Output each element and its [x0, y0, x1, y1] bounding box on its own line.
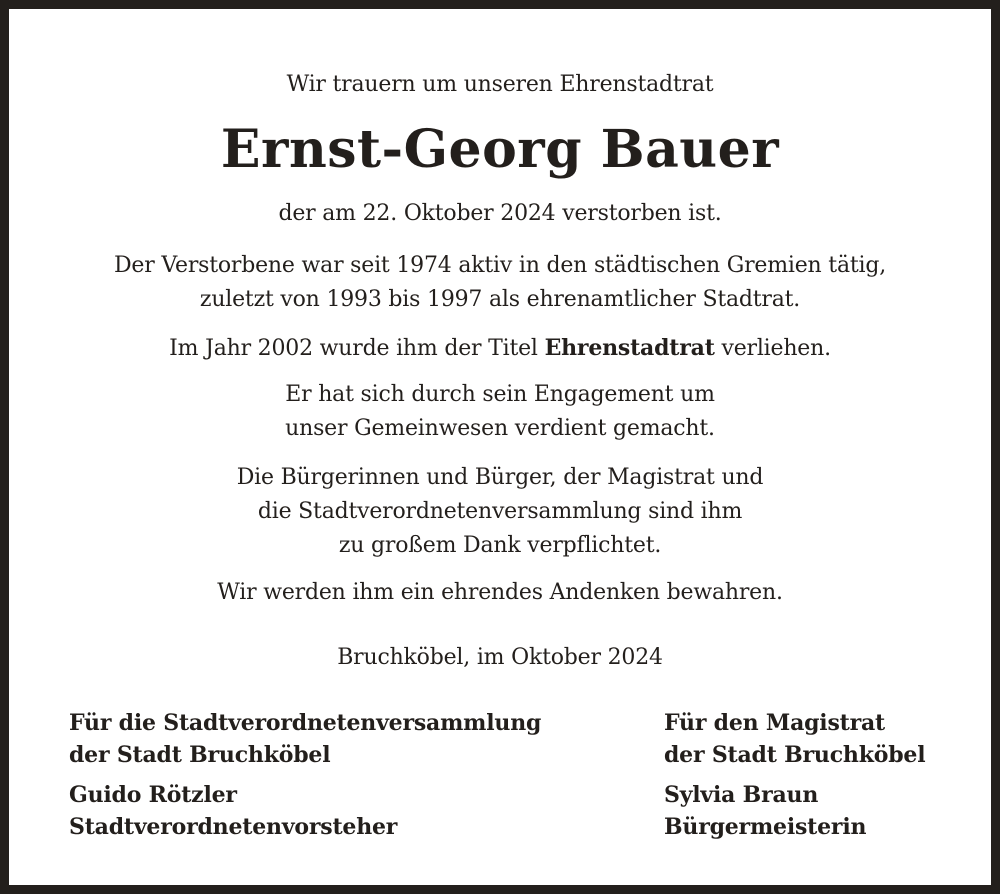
title-paragraph — [0, 331, 1000, 366]
place-date-text: Bruchköbel, im Oktober 2024 — [337, 645, 663, 670]
service-line-1: Der Verstorbene war seit 1974 aktiv in den städtischen Gremien tätig, — [113, 253, 887, 278]
intro-line — [0, 68, 1000, 102]
thanks-paragraph — [0, 461, 1000, 563]
signature-right-spacer — [664, 771, 925, 779]
signature-right-org-1: Für den Magistrat — [664, 710, 886, 736]
service-line-2: zuletzt von 1993 bis 1997 als ehrenamtlicher Stadtrat. — [199, 287, 801, 312]
engagement-paragraph — [0, 378, 1000, 446]
title-suffix: verliehen. — [714, 336, 831, 361]
engagement-line-2: unser Gemeinwesen verdient gemacht. — [285, 416, 715, 441]
signature-left-role: Stadtverordnetenvorsteher — [69, 814, 398, 840]
remembrance-text: Wir werden ihm ein ehrendes Andenken bewahren. — [217, 580, 783, 605]
title-sentence — [0, 331, 1000, 366]
signature-left-person: Guido Rötzler — [69, 782, 237, 808]
signature-right-person: Sylvia Braun — [664, 782, 819, 808]
death-date-text: der am 22. Oktober 2024 verstorben ist. — [278, 201, 722, 226]
signature-right — [664, 707, 925, 843]
title-honor: Ehrenstadtrat — [544, 335, 715, 361]
place-date-line — [0, 641, 1000, 675]
thanks-line-2: die Stadtverordnetenversammlung sind ihm — [257, 499, 743, 524]
death-date-line — [0, 197, 1000, 231]
signature-right-org-2: der Stadt Bruchköbel — [664, 742, 926, 768]
intro-text: Wir trauern um unseren Ehrenstadtrat — [286, 72, 714, 97]
signature-left-org-1: Für die Stadtverordnetenversammlung — [69, 710, 542, 736]
thanks-line-3: zu großem Dank verpflichtet. — [338, 533, 662, 558]
service-paragraph — [0, 249, 1000, 317]
signature-right-role: Bürgermeisterin — [664, 814, 867, 840]
signature-left-spacer — [69, 771, 541, 779]
signature-left — [69, 707, 541, 843]
thanks-line-1: Die Bürgerinnen und Bürger, der Magistrat und — [236, 465, 764, 490]
remembrance-line — [0, 576, 1000, 610]
signature-left-org-2: der Stadt Bruchköbel — [69, 742, 331, 768]
deceased-name: Ernst-Georg Bauer — [220, 119, 780, 180]
engagement-line-1: Er hat sich durch sein Engagement um — [285, 382, 715, 407]
title-prefix: Im Jahr 2002 wurde ihm der Titel — [169, 336, 545, 361]
